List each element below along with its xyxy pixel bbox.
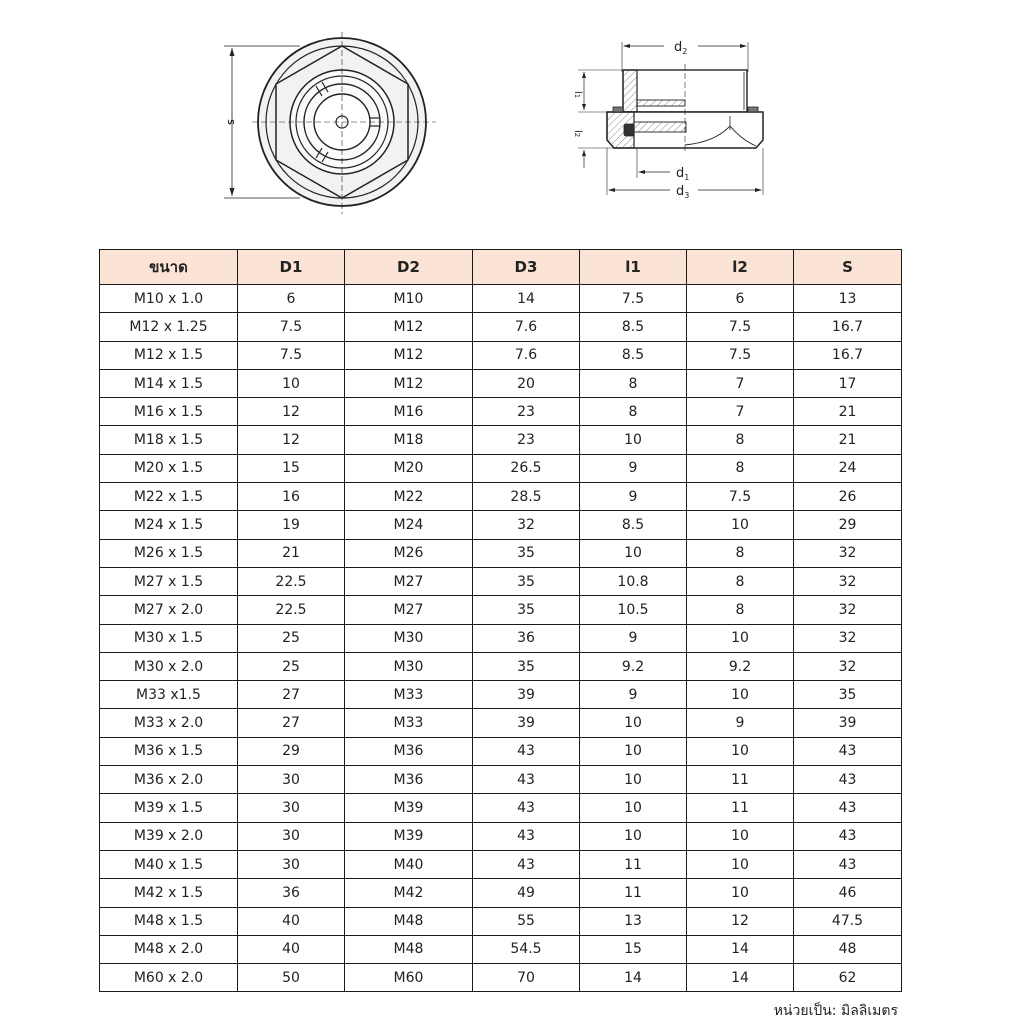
cell-size: M39 x 2.0 (100, 822, 238, 850)
table-row (100, 624, 902, 652)
cell-size: M36 x 1.5 (100, 737, 238, 765)
cell-l1: 8.5 (580, 313, 687, 341)
cell-s: 21 (794, 398, 902, 426)
cell-l2: 8 (687, 539, 794, 567)
cell-s: 32 (794, 624, 902, 652)
cell-size: M10 x 1.0 (100, 285, 238, 313)
cell-l1: 10 (580, 766, 687, 794)
cell-size: M26 x 1.5 (100, 539, 238, 567)
dimension-table (99, 249, 902, 992)
cell-d2: M20 (345, 454, 473, 482)
cell-s: 43 (794, 766, 902, 794)
cell-l2: 8 (687, 454, 794, 482)
cell-l2: 8 (687, 567, 794, 595)
cell-d1: 27 (238, 709, 345, 737)
cell-size: M60 x 2.0 (100, 964, 238, 992)
cell-size: M18 x 1.5 (100, 426, 238, 454)
cell-l2: 10 (687, 850, 794, 878)
cell-d1: 30 (238, 822, 345, 850)
cell-d2: M33 (345, 709, 473, 737)
cell-d1: 10 (238, 369, 345, 397)
cell-d1: 16 (238, 483, 345, 511)
cell-d3: 35 (473, 652, 580, 680)
cell-d1: 7.5 (238, 313, 345, 341)
cell-l2: 10 (687, 879, 794, 907)
side-section-drawing (570, 30, 770, 205)
cell-d2: M30 (345, 624, 473, 652)
cell-l2: 7.5 (687, 313, 794, 341)
cell-s: 43 (794, 822, 902, 850)
cell-size: M40 x 1.5 (100, 850, 238, 878)
label-l1: l1 (572, 91, 583, 99)
cell-d3: 14 (473, 285, 580, 313)
table-header-row (100, 250, 902, 285)
table-row (100, 511, 902, 539)
cell-d1: 12 (238, 398, 345, 426)
cell-d3: 35 (473, 567, 580, 595)
cell-d3: 35 (473, 539, 580, 567)
cell-s: 26 (794, 483, 902, 511)
cell-l1: 13 (580, 907, 687, 935)
cell-d2: M12 (345, 313, 473, 341)
cell-d3: 23 (473, 398, 580, 426)
cell-size: M36 x 2.0 (100, 766, 238, 794)
header-s: S (794, 250, 902, 285)
table-row (100, 681, 902, 709)
header-size: ขนาด (100, 250, 238, 285)
cell-d3: 35 (473, 596, 580, 624)
cell-l2: 7.5 (687, 341, 794, 369)
cell-d1: 30 (238, 850, 345, 878)
cell-d3: 43 (473, 850, 580, 878)
cell-d3: 43 (473, 737, 580, 765)
cell-s: 48 (794, 935, 902, 963)
cell-d2: M12 (345, 341, 473, 369)
cell-d3: 54.5 (473, 935, 580, 963)
cell-d2: M10 (345, 285, 473, 313)
cell-l2: 11 (687, 766, 794, 794)
cell-l1: 10.8 (580, 567, 687, 595)
cell-d3: 70 (473, 964, 580, 992)
cell-l2: 8 (687, 426, 794, 454)
cell-d2: M36 (345, 737, 473, 765)
cell-l1: 10 (580, 709, 687, 737)
cell-s: 62 (794, 964, 902, 992)
table-row (100, 766, 902, 794)
header-l2: l2 (687, 250, 794, 285)
cell-size: M20 x 1.5 (100, 454, 238, 482)
cell-d3: 43 (473, 822, 580, 850)
cell-l1: 10 (580, 794, 687, 822)
cell-d3: 39 (473, 709, 580, 737)
cell-d2: M30 (345, 652, 473, 680)
header-d3: D3 (473, 250, 580, 285)
cell-d1: 30 (238, 766, 345, 794)
cell-d2: M39 (345, 822, 473, 850)
cell-size: M42 x 1.5 (100, 879, 238, 907)
cell-size: M30 x 2.0 (100, 652, 238, 680)
cell-d1: 27 (238, 681, 345, 709)
header-d2: D2 (345, 250, 473, 285)
cell-d2: M27 (345, 596, 473, 624)
cell-d3: 55 (473, 907, 580, 935)
cell-s: 43 (794, 850, 902, 878)
header-l1: l1 (580, 250, 687, 285)
cell-l1: 9 (580, 624, 687, 652)
cell-d1: 15 (238, 454, 345, 482)
cell-size: M16 x 1.5 (100, 398, 238, 426)
cell-d3: 49 (473, 879, 580, 907)
cell-l2: 11 (687, 794, 794, 822)
cell-d3: 43 (473, 794, 580, 822)
cell-l2: 9 (687, 709, 794, 737)
cell-d2: M12 (345, 369, 473, 397)
cell-l2: 7.5 (687, 483, 794, 511)
cell-s: 32 (794, 539, 902, 567)
cell-l1: 9 (580, 681, 687, 709)
cell-l1: 14 (580, 964, 687, 992)
cell-d3: 7.6 (473, 341, 580, 369)
table-row (100, 369, 902, 397)
cell-d1: 7.5 (238, 341, 345, 369)
cell-d2: M27 (345, 567, 473, 595)
cell-d2: M26 (345, 539, 473, 567)
table-row (100, 652, 902, 680)
table-row (100, 935, 902, 963)
table-row (100, 596, 902, 624)
cell-d2: M36 (345, 766, 473, 794)
cell-d1: 40 (238, 935, 345, 963)
table-row (100, 426, 902, 454)
cell-l1: 8 (580, 369, 687, 397)
table-row (100, 483, 902, 511)
label-d2: $d_2$ (674, 40, 688, 56)
cell-d1: 22.5 (238, 567, 345, 595)
table-row (100, 709, 902, 737)
cell-size: M39 x 1.5 (100, 794, 238, 822)
cell-d1: 12 (238, 426, 345, 454)
cell-l1: 10 (580, 822, 687, 850)
cell-size: M48 x 2.0 (100, 935, 238, 963)
cell-l1: 15 (580, 935, 687, 963)
cell-d1: 25 (238, 624, 345, 652)
cell-size: M12 x 1.25 (100, 313, 238, 341)
cell-l1: 10 (580, 737, 687, 765)
cell-s: 43 (794, 737, 902, 765)
cell-d2: M39 (345, 794, 473, 822)
cell-d2: M60 (345, 964, 473, 992)
cell-l1: 10 (580, 539, 687, 567)
cell-d3: 43 (473, 766, 580, 794)
cell-l1: 8.5 (580, 511, 687, 539)
table-row (100, 285, 902, 313)
cell-l2: 10 (687, 737, 794, 765)
cell-size: M27 x 1.5 (100, 567, 238, 595)
cell-size: M33 x 2.0 (100, 709, 238, 737)
cell-size: M30 x 1.5 (100, 624, 238, 652)
cell-size: M24 x 1.5 (100, 511, 238, 539)
cell-d3: 23 (473, 426, 580, 454)
cell-l2: 10 (687, 511, 794, 539)
cell-d1: 25 (238, 652, 345, 680)
cell-s: 43 (794, 794, 902, 822)
cell-l1: 11 (580, 879, 687, 907)
cell-d2: M16 (345, 398, 473, 426)
cell-d2: M18 (345, 426, 473, 454)
table-row (100, 454, 902, 482)
cell-l1: 8.5 (580, 341, 687, 369)
cell-s: 16.7 (794, 341, 902, 369)
cell-s: 13 (794, 285, 902, 313)
cell-s: 32 (794, 567, 902, 595)
cell-l2: 12 (687, 907, 794, 935)
cell-d3: 28.5 (473, 483, 580, 511)
cell-d2: M24 (345, 511, 473, 539)
cell-d3: 39 (473, 681, 580, 709)
dimension-s-label: s (225, 119, 238, 125)
cell-l1: 9.2 (580, 652, 687, 680)
table-row (100, 398, 902, 426)
cell-s: 16.7 (794, 313, 902, 341)
cell-d2: M48 (345, 935, 473, 963)
cell-s: 39 (794, 709, 902, 737)
cell-size: M22 x 1.5 (100, 483, 238, 511)
table-row (100, 907, 902, 935)
front-view-drawing (220, 30, 450, 220)
cell-s: 35 (794, 681, 902, 709)
cell-size: M33 x1.5 (100, 681, 238, 709)
cell-d2: M33 (345, 681, 473, 709)
cell-d2: M40 (345, 850, 473, 878)
label-d1: $d_1$ (676, 166, 690, 182)
cell-l2: 10 (687, 822, 794, 850)
table-row (100, 313, 902, 341)
cell-s: 17 (794, 369, 902, 397)
cell-d2: M48 (345, 907, 473, 935)
table-row (100, 567, 902, 595)
cell-l1: 10.5 (580, 596, 687, 624)
cell-s: 21 (794, 426, 902, 454)
cell-l1: 10 (580, 426, 687, 454)
cell-l1: 11 (580, 850, 687, 878)
cell-d2: M42 (345, 879, 473, 907)
table-row (100, 794, 902, 822)
table-row (100, 737, 902, 765)
unit-note: หน่วยเป็น: มิลลิเมตร (773, 1003, 898, 1019)
cell-d1: 22.5 (238, 596, 345, 624)
table-row (100, 539, 902, 567)
cell-d3: 7.6 (473, 313, 580, 341)
cell-l1: 8 (580, 398, 687, 426)
table-row (100, 341, 902, 369)
cell-d1: 6 (238, 285, 345, 313)
label-l2: l2 (572, 130, 583, 138)
cell-size: M48 x 1.5 (100, 907, 238, 935)
cell-l2: 7 (687, 398, 794, 426)
cell-l2: 6 (687, 285, 794, 313)
cell-d1: 21 (238, 539, 345, 567)
table-row (100, 964, 902, 992)
table-row (100, 850, 902, 878)
cell-s: 47.5 (794, 907, 902, 935)
cell-d3: 36 (473, 624, 580, 652)
cell-l1: 7.5 (580, 285, 687, 313)
cell-s: 29 (794, 511, 902, 539)
header-d1: D1 (238, 250, 345, 285)
cell-d1: 50 (238, 964, 345, 992)
table-body (100, 285, 902, 992)
cell-s: 32 (794, 596, 902, 624)
cell-s: 32 (794, 652, 902, 680)
cell-d2: M22 (345, 483, 473, 511)
cell-l2: 9.2 (687, 652, 794, 680)
cell-size: M14 x 1.5 (100, 369, 238, 397)
cell-d1: 40 (238, 907, 345, 935)
cell-l2: 8 (687, 596, 794, 624)
cell-d1: 36 (238, 879, 345, 907)
cell-size: M27 x 2.0 (100, 596, 238, 624)
cell-l2: 10 (687, 681, 794, 709)
cell-l1: 9 (580, 454, 687, 482)
cell-l1: 9 (580, 483, 687, 511)
cell-d1: 29 (238, 737, 345, 765)
cell-s: 24 (794, 454, 902, 482)
cell-l2: 14 (687, 964, 794, 992)
table-row (100, 879, 902, 907)
table-row (100, 822, 902, 850)
cell-l2: 10 (687, 624, 794, 652)
cell-d3: 20 (473, 369, 580, 397)
cell-l2: 14 (687, 935, 794, 963)
cell-d1: 30 (238, 794, 345, 822)
cell-size: M12 x 1.5 (100, 341, 238, 369)
cell-d3: 26.5 (473, 454, 580, 482)
cell-d3: 32 (473, 511, 580, 539)
cell-s: 46 (794, 879, 902, 907)
cell-d1: 19 (238, 511, 345, 539)
label-d3: $d_3$ (676, 184, 690, 200)
cell-l2: 7 (687, 369, 794, 397)
